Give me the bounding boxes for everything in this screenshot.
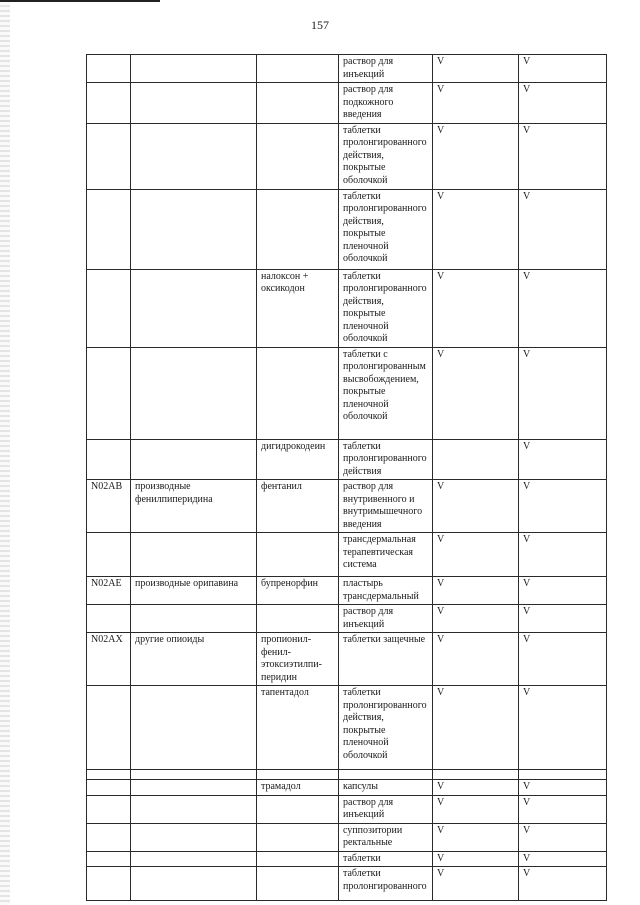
substance-cell xyxy=(257,347,339,439)
atc-code-cell xyxy=(87,533,131,577)
mark-column-1-cell xyxy=(433,770,519,780)
group-name-cell xyxy=(131,795,257,823)
atc-code-cell xyxy=(87,83,131,124)
mark-column-1-cell: V xyxy=(433,605,519,633)
substance-cell xyxy=(257,189,339,269)
substance-cell: пропионил-фенил-этоксиэтилпи-перидин xyxy=(257,633,339,686)
mark-column-2-cell: V xyxy=(519,780,607,796)
group-name-cell xyxy=(131,83,257,124)
atc-code-cell xyxy=(87,770,131,780)
dosage-form-cell: таблетки xyxy=(339,851,433,867)
atc-code-cell xyxy=(87,686,131,770)
table-row xyxy=(87,851,607,867)
substance-cell: бупренорфин xyxy=(257,577,339,605)
atc-code-cell xyxy=(87,795,131,823)
mark-column-1-cell: V xyxy=(433,780,519,796)
mark-column-2-cell: V xyxy=(519,123,607,189)
dosage-form-cell: раствор для инъекций xyxy=(339,795,433,823)
mark-column-1-cell: V xyxy=(433,55,519,83)
mark-column-1-cell xyxy=(433,439,519,480)
mark-column-1-cell: V xyxy=(433,347,519,439)
group-name-cell xyxy=(131,770,257,780)
table-row xyxy=(87,347,607,439)
substance-cell xyxy=(257,55,339,83)
dosage-form-cell: пластырь трансдермальный xyxy=(339,577,433,605)
mark-column-2-cell: V xyxy=(519,795,607,823)
group-name-cell xyxy=(131,123,257,189)
group-name-cell xyxy=(131,269,257,347)
mark-column-2-cell: V xyxy=(519,577,607,605)
dosage-form-cell: таблетки пролонгированного действия, покрытые пленочной оболочкой xyxy=(339,269,433,347)
mark-column-1-cell: V xyxy=(433,823,519,851)
substance-cell xyxy=(257,83,339,124)
scan-edge xyxy=(0,0,10,905)
mark-column-1-cell: V xyxy=(433,633,519,686)
group-name-cell: производные орипавина xyxy=(131,577,257,605)
mark-column-2-cell: V xyxy=(519,439,607,480)
table-row xyxy=(87,439,607,480)
group-name-cell: производные фенилпиперидина xyxy=(131,480,257,533)
mark-column-2-cell: V xyxy=(519,605,607,633)
atc-code-cell xyxy=(87,867,131,901)
mark-column-2-cell: V xyxy=(519,686,607,770)
atc-code-cell: N02AB xyxy=(87,480,131,533)
dosage-form-cell: раствор для внутривенного и внутримышечного введения xyxy=(339,480,433,533)
mark-column-1-cell: V xyxy=(433,577,519,605)
mark-column-1-cell: V xyxy=(433,83,519,124)
group-name-cell xyxy=(131,55,257,83)
dosage-form-cell: суппозитории ректальные xyxy=(339,823,433,851)
dosage-form-cell: таблетки пролонгированного действия, покрытые пленочной оболочкой xyxy=(339,686,433,770)
substance-cell xyxy=(257,867,339,901)
dosage-form-cell: таблетки пролонгированного действия, покрытые оболочкой xyxy=(339,123,433,189)
atc-code-cell xyxy=(87,269,131,347)
group-name-cell: другие опиоиды xyxy=(131,633,257,686)
substance-cell xyxy=(257,770,339,780)
drug-table-body xyxy=(87,55,607,901)
mark-column-2-cell: V xyxy=(519,55,607,83)
mark-column-1-cell: V xyxy=(433,123,519,189)
mark-column-1-cell: V xyxy=(433,533,519,577)
atc-code-cell xyxy=(87,823,131,851)
dosage-form-cell: таблетки пролонгированного xyxy=(339,867,433,901)
table-row xyxy=(87,83,607,124)
group-name-cell xyxy=(131,823,257,851)
dosage-form-cell: раствор для инъекций xyxy=(339,605,433,633)
mark-column-2-cell: V xyxy=(519,851,607,867)
atc-code-cell xyxy=(87,123,131,189)
dosage-form-cell: таблетки пролонгированного действия xyxy=(339,439,433,480)
substance-cell xyxy=(257,605,339,633)
group-name-cell xyxy=(131,780,257,796)
table-row xyxy=(87,633,607,686)
group-name-cell xyxy=(131,347,257,439)
atc-code-cell: N02AE xyxy=(87,577,131,605)
atc-code-cell xyxy=(87,189,131,269)
substance-cell: тапентадол xyxy=(257,686,339,770)
mark-column-2-cell: V xyxy=(519,480,607,533)
mark-column-2-cell: V xyxy=(519,633,607,686)
mark-column-2-cell: V xyxy=(519,189,607,269)
table-row xyxy=(87,533,607,577)
mark-column-2-cell: V xyxy=(519,823,607,851)
mark-column-1-cell: V xyxy=(433,867,519,901)
table-row xyxy=(87,605,607,633)
atc-code-cell: N02AX xyxy=(87,633,131,686)
table-row xyxy=(87,780,607,796)
dosage-form-cell: раствор для инъекций xyxy=(339,55,433,83)
substance-cell xyxy=(257,123,339,189)
group-name-cell xyxy=(131,867,257,901)
group-name-cell xyxy=(131,686,257,770)
table-row xyxy=(87,577,607,605)
substance-cell xyxy=(257,851,339,867)
substance-cell xyxy=(257,533,339,577)
group-name-cell xyxy=(131,439,257,480)
dosage-form-cell: таблетки с пролонгированным высвобождением, покрытые пленочной оболочкой xyxy=(339,347,433,439)
atc-code-cell xyxy=(87,780,131,796)
atc-code-cell xyxy=(87,851,131,867)
mark-column-1-cell: V xyxy=(433,269,519,347)
mark-column-2-cell: V xyxy=(519,347,607,439)
table-row xyxy=(87,55,607,83)
table-row xyxy=(87,867,607,901)
table-row xyxy=(87,686,607,770)
substance-cell: фентанил xyxy=(257,480,339,533)
page-number: 157 xyxy=(311,18,329,32)
substance-cell xyxy=(257,795,339,823)
substance-cell: налоксон + оксикодон xyxy=(257,269,339,347)
mark-column-1-cell: V xyxy=(433,795,519,823)
table-row xyxy=(87,823,607,851)
mark-column-1-cell: V xyxy=(433,851,519,867)
table-row xyxy=(87,480,607,533)
group-name-cell xyxy=(131,533,257,577)
mark-column-1-cell: V xyxy=(433,686,519,770)
atc-code-cell xyxy=(87,439,131,480)
dosage-form-cell: таблетки защечные xyxy=(339,633,433,686)
table-row xyxy=(87,123,607,189)
table-row xyxy=(87,770,607,780)
mark-column-1-cell: V xyxy=(433,480,519,533)
substance-cell xyxy=(257,823,339,851)
substance-cell: трамадол xyxy=(257,780,339,796)
drug-table xyxy=(86,54,607,901)
dosage-form-cell: трансдермальная терапевтическая система xyxy=(339,533,433,577)
dosage-form-cell xyxy=(339,770,433,780)
atc-code-cell xyxy=(87,605,131,633)
dosage-form-cell: раствор для подкожного введения xyxy=(339,83,433,124)
atc-code-cell xyxy=(87,347,131,439)
mark-column-2-cell xyxy=(519,770,607,780)
table-row xyxy=(87,795,607,823)
group-name-cell xyxy=(131,605,257,633)
table-row xyxy=(87,269,607,347)
dosage-form-cell: капсулы xyxy=(339,780,433,796)
substance-cell: дигидрокодеин xyxy=(257,439,339,480)
group-name-cell xyxy=(131,851,257,867)
mark-column-2-cell: V xyxy=(519,269,607,347)
mark-column-2-cell: V xyxy=(519,867,607,901)
table-row xyxy=(87,189,607,269)
scan-top-mark xyxy=(0,0,160,2)
dosage-form-cell: таблетки пролонгированного действия, покрытые пленочной оболочкой xyxy=(339,189,433,269)
group-name-cell xyxy=(131,189,257,269)
mark-column-2-cell: V xyxy=(519,83,607,124)
mark-column-1-cell: V xyxy=(433,189,519,269)
mark-column-2-cell: V xyxy=(519,533,607,577)
atc-code-cell xyxy=(87,55,131,83)
